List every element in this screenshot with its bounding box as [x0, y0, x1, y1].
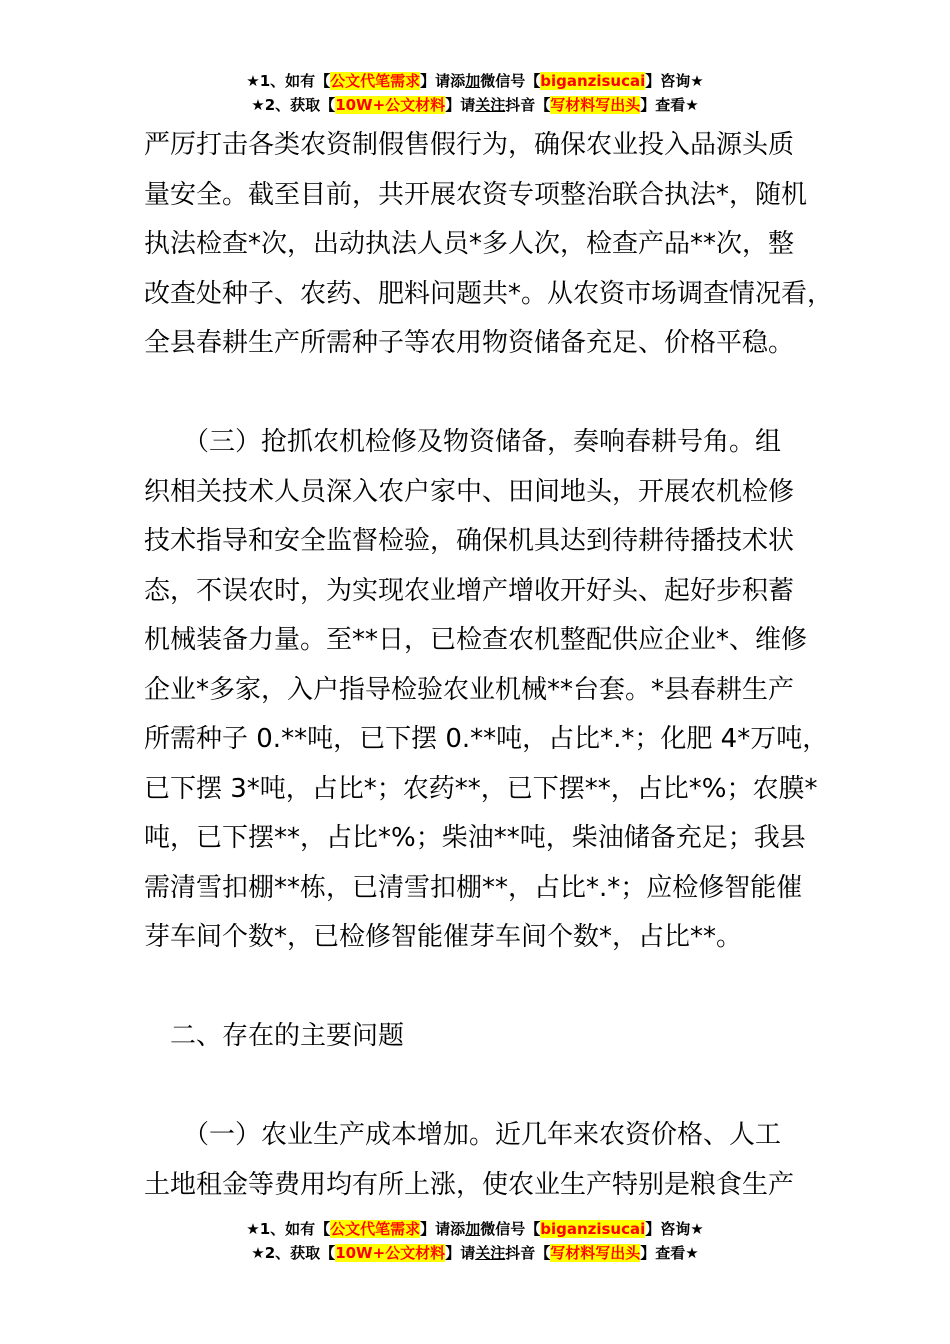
- promo-underlined-text: 关注: [475, 96, 506, 114]
- promo-text: 】咨询★: [645, 72, 704, 90]
- promo-underlined-text: 加: [465, 72, 481, 90]
- body-line: 吨，已下摆**，占比*%；柴油**吨，柴油储备充足；我县: [144, 823, 806, 853]
- promo-text: 】请添: [420, 72, 466, 90]
- promo-text: 微信号【: [480, 72, 541, 90]
- promo-text: 】请: [445, 96, 476, 114]
- promo-text: ★1、如有【: [246, 72, 331, 90]
- promo-highlight: 公文代笔需求: [330, 1220, 421, 1238]
- body-line: 执法检查*次，出动执法人员*多人次，检查产品**次，整: [144, 229, 795, 259]
- promo-highlight: biganzisucai: [540, 1220, 646, 1238]
- promo-highlight: 公文代笔需求: [330, 72, 421, 90]
- body-line: 机械装备力量。至**日，已检查农机整配供应企业*、维修: [144, 625, 808, 655]
- promo-text: 抖音【: [505, 1244, 551, 1262]
- body-line: （三）抢抓农机检修及物资储备，奏响春耕号角。组: [144, 427, 782, 457]
- body-line: 态，不误农时，为实现农业增产增收开好头、起好步积蓄: [144, 575, 795, 606]
- paragraph-gap: [144, 369, 844, 419]
- body-line: 已下摆 3*吨，占比*；农药**，已下摆**，占比*%；农膜*: [144, 773, 818, 804]
- body-line: 需清雪扣棚**栋，已清雪扣棚**，占比*.*；应检修智能催: [144, 872, 803, 903]
- promo-banner-top: [0, 69, 950, 117]
- body-line: 企业*多家，入户指导检验农业机械**台套。*县春耕生产: [144, 674, 795, 705]
- promo-banner-bottom: [0, 1217, 950, 1265]
- promo-text: 】查看★: [640, 1244, 699, 1262]
- body-line: 所需种子 0.**吨，已下摆 0.**吨，占比*.*；化肥 4*万吨，: [144, 724, 829, 754]
- body-line: 技术指导和安全监督检验，确保机具达到待耕待播技术状: [144, 526, 795, 556]
- promo-highlight: 10W+公文材料: [335, 1244, 446, 1262]
- body-line: 全县春耕生产所需种子等农用物资储备充足、价格平稳。: [144, 328, 795, 358]
- promo-underlined-text: 关注: [475, 1244, 506, 1262]
- body-line: 土地租金等费用均有所上涨，使农业生产特别是粮食生产: [144, 1169, 795, 1200]
- paragraph-gap: [144, 963, 844, 1013]
- promo-highlight: biganzisucai: [540, 72, 646, 90]
- body-line: 改查处种子、农药、肥料问题共*。从农资市场调查情况看，: [144, 278, 834, 309]
- promo-line-1: [0, 1217, 950, 1241]
- promo-text: 】请: [445, 1244, 476, 1262]
- body-line: （一）农业生产成本增加。近几年来农资价格、人工: [144, 1120, 782, 1150]
- promo-highlight: 写材料写出头: [550, 96, 641, 114]
- body-line: 织相关技术人员深入农户家中、田间地头，开展农机检修: [144, 476, 795, 507]
- promo-text: 】查看★: [640, 96, 699, 114]
- promo-highlight: 写材料写出头: [550, 1244, 641, 1262]
- promo-text: 】咨询★: [645, 1220, 704, 1238]
- promo-text: ★1、如有【: [246, 1220, 331, 1238]
- section-heading: 二、存在的主要问题: [144, 1021, 405, 1051]
- paragraph-gap: [144, 1062, 844, 1112]
- document-body: [144, 121, 844, 1210]
- promo-text: ★2、获取【: [251, 96, 336, 114]
- promo-text: 】请添: [420, 1220, 466, 1238]
- promo-text: 微信号【: [480, 1220, 541, 1238]
- promo-text: 抖音【: [505, 96, 551, 114]
- promo-underlined-text: 加: [465, 1220, 481, 1238]
- promo-highlight: 10W+公文材料: [335, 96, 446, 114]
- body-line: 严厉打击各类农资制假售假行为，确保农业投入品源头质: [144, 130, 795, 160]
- promo-line-2: [0, 93, 950, 117]
- promo-line-1: [0, 69, 950, 93]
- body-line: 量安全。截至目前，共开展农资专项整治联合执法*，随机: [144, 179, 808, 210]
- promo-line-2: [0, 1241, 950, 1265]
- promo-text: ★2、获取【: [251, 1244, 336, 1262]
- body-line: 芽车间个数*，已检修智能催芽车间个数*，占比**。: [144, 922, 743, 952]
